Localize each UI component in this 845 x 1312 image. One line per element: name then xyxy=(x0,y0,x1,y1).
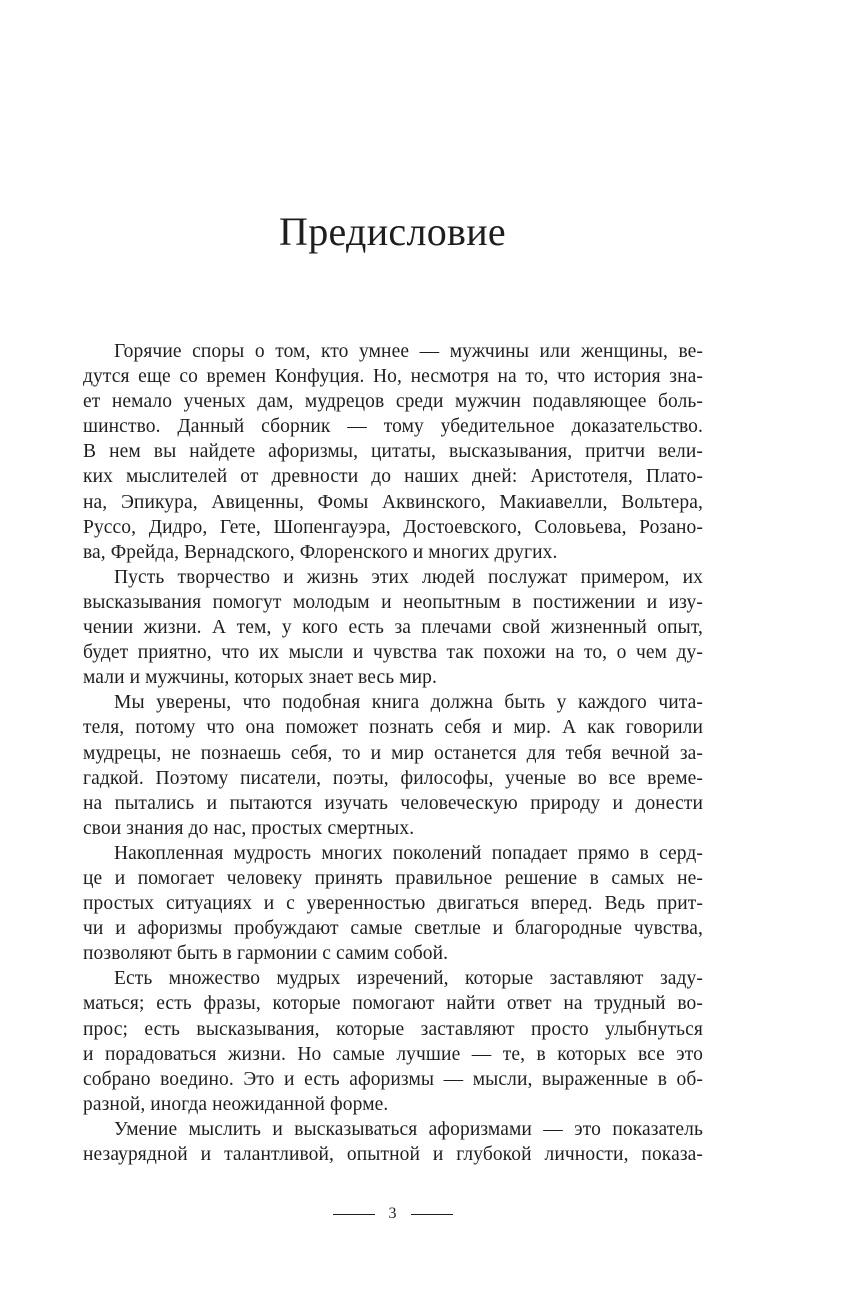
text-line: Горячие споры о том, кто умнее — мужчины или женщины, ве- xyxy=(114,341,703,362)
text-line: будет приятно, что их мысли и чувства так похожи на то, о чем ду- xyxy=(83,642,703,664)
text-line: чи и афоризмы пробуждают самые светлые и благородные чувства, xyxy=(83,918,703,940)
text-line: собрано воедино. Это и есть афоризмы — мысли, выраженные в об- xyxy=(83,1068,703,1090)
text-line: маться; есть фразы, которые помогают найти ответ на трудный во- xyxy=(83,993,703,1015)
paragraph xyxy=(83,565,703,690)
text-line: ет немало ученых дам, мудрецов среди мужчин подавляющее боль- xyxy=(83,391,703,413)
paragraph xyxy=(83,339,703,565)
text-line: ких мыслителей от древности до наших дней: Аристотеля, Плато- xyxy=(83,466,703,488)
chapter-title: Предисловие xyxy=(279,209,506,254)
paragraph xyxy=(83,841,703,966)
text-line: на пытались и пытаются изучать человеческую природу и донести xyxy=(83,792,703,814)
text-line: мали и мужчины, которых знает весь мир. xyxy=(83,667,438,689)
text-line: и порадоваться жизни. Но самые лучшие — те, в которых все это xyxy=(83,1043,703,1065)
text-line: простых ситуациях и с уверенностью двигаться вперед. Ведь прит- xyxy=(83,893,703,915)
footer-rule-right xyxy=(411,1214,453,1215)
text-line: шинство. Данный сборник — тому убедительное доказательство. xyxy=(83,416,703,438)
text-line: на, Эпикура, Авиценны, Фомы Аквинского, Макиавелли, Вольтера, xyxy=(83,491,703,513)
paragraph xyxy=(83,690,703,841)
text-line: незаурядной и талантливой, опытной и глубокой личности, показа- xyxy=(83,1144,703,1165)
text-line: це и помогает человеку принять правильное решение в самых не- xyxy=(83,867,703,889)
text-line: дутся еще со времен Конфуция. Но, несмотря на то, что история зна- xyxy=(83,366,703,388)
text-line: Мы уверены, что подобная книга должна быть у каждого чита- xyxy=(114,692,703,714)
text-line: Умение мыслить и высказываться афоризмами — это показатель xyxy=(114,1118,703,1140)
text-line: гадкой. Поэтому писатели, поэты, философы, ученые во все време- xyxy=(83,767,703,789)
text-line: разной, иногда неожиданной форме. xyxy=(83,1093,389,1115)
page-footer xyxy=(0,1204,785,1224)
body-text xyxy=(83,339,703,1167)
text-line: Есть множество мудрых изречений, которые заставляют заду- xyxy=(114,968,703,990)
text-line: В нем вы найдете афоризмы, цитаты, высказывания, притчи вели- xyxy=(83,441,703,463)
footer-rule-left xyxy=(333,1214,375,1215)
page-number: 3 xyxy=(388,1205,397,1222)
paragraph xyxy=(83,966,703,1117)
paragraph xyxy=(83,1117,703,1167)
text-line: чении жизни. А тем, у кого есть за плечами свой жизненный опыт, xyxy=(83,617,703,639)
text-line: мудрецы, не познаешь себя, то и мир останется для тебя вечной за- xyxy=(83,742,703,764)
text-line: позволяют быть в гармонии с самим собой. xyxy=(83,943,449,965)
text-line: Пусть творчество и жизнь этих людей послужат примером, их xyxy=(114,566,703,588)
text-line: Руссо, Дидро, Гете, Шопенгауэра, Достоевского, Соловьева, Розано- xyxy=(83,516,703,538)
text-line: теля, потому что она поможет познать себя и мир. А как говорили xyxy=(83,717,703,739)
text-line: ва, Фрейда, Вернадского, Флоренского и многих других. xyxy=(83,541,558,563)
text-line: прос; есть высказывания, которые заставляют просто улыбнуться xyxy=(83,1018,703,1040)
text-line: свои знания до нас, простых смертных. xyxy=(83,817,415,839)
text-line: Накопленная мудрость многих поколений попадает прямо в серд- xyxy=(114,842,703,864)
text-line: высказывания помогут молодым и неопытным в постижении и изу- xyxy=(83,591,703,613)
